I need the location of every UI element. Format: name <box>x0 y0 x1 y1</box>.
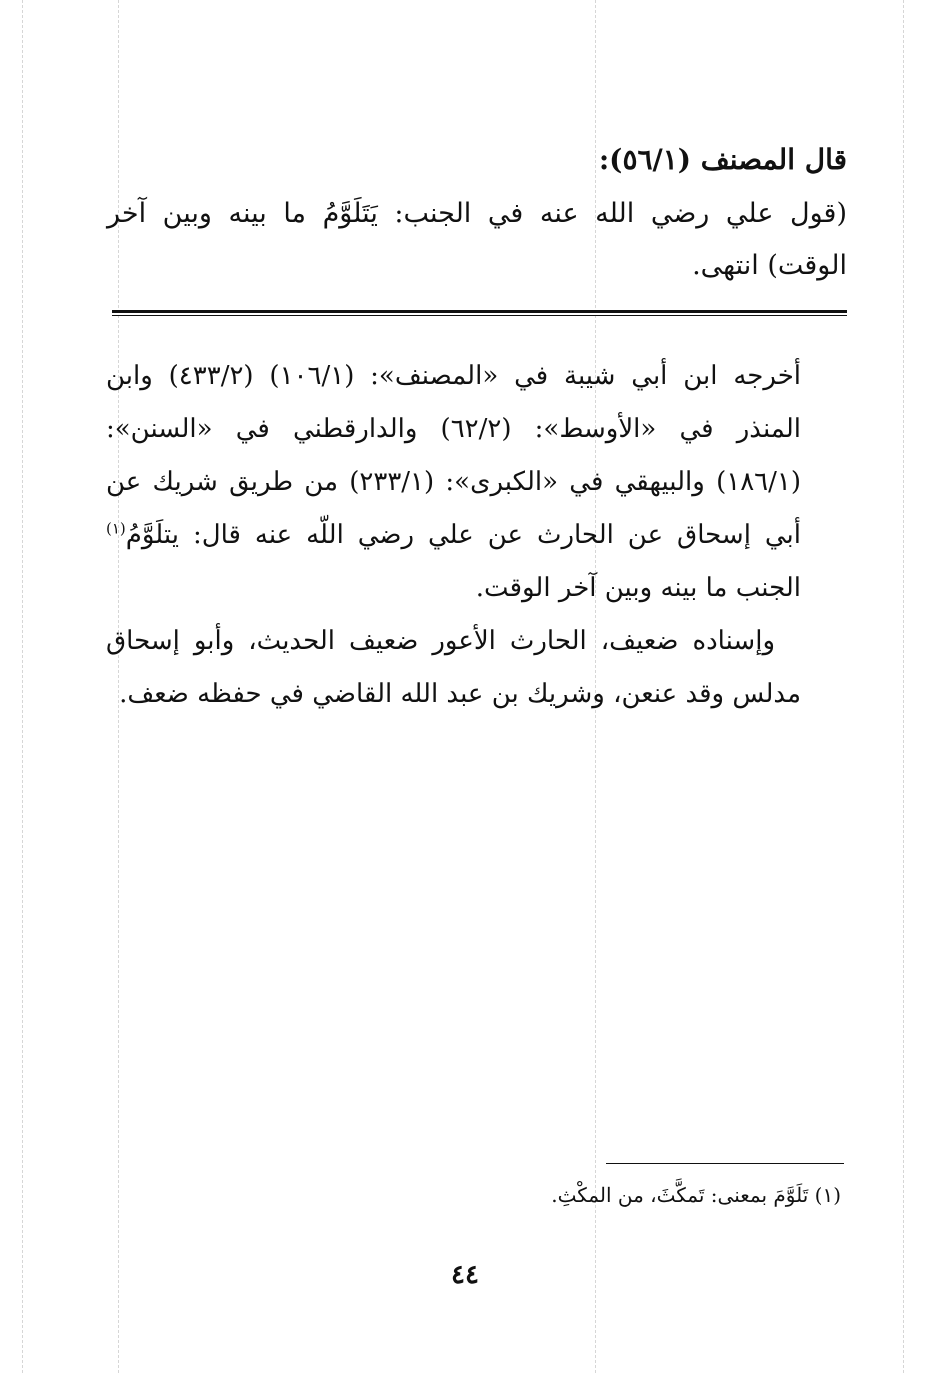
scan-guide-line <box>903 0 904 1373</box>
quoted-text: (قول علي رضي الله عنه في الجنب: يَتَلَوَّمُ ما بينه وبين آخر الوقت) انتهى. <box>107 198 847 281</box>
footnote: (١) تَلَوَّمَ بمعنى: تَمكَّثَ، من المكْثِ. <box>551 1183 841 1207</box>
paragraph-1-text-end: الجنب ما بينه وبين آخر الوقت. <box>475 573 801 603</box>
takhrij-paragraph-2: وإسناده ضعيف، الحارث الأعور ضعيف الحديث، وأبو إسحاق مدلس وقد عنعن، وشريك بن عبد الله القاضي في حفظه ضعف. <box>106 626 801 709</box>
scan-guide-line <box>22 0 23 1373</box>
takhrij-paragraph-1 <box>106 350 801 615</box>
takhrij-body <box>106 350 801 721</box>
page-number: ٤٤ <box>451 1260 479 1290</box>
footnote-separator <box>606 1163 844 1164</box>
paragraph-1-text: أخرجه ابن أبي شيبة في «المصنف»: (١٠٦/١) (٤٣٣/٢) وابن المنذر في «الأوسط»: (٦٢/٢) والدارقطني في «السنن»: (١٨٦/١) والبيهقي في «الكبرى»: (٢٣٣/١) من طريق شريك عن أبي إسحاق عن الحارث عن علي رضي اللّه عنه قال: يتلَوَّمُ <box>106 361 802 550</box>
footnote-reference[interactable]: (١) <box>106 519 126 538</box>
double-rule-divider <box>112 310 847 316</box>
section-heading: قال المصنف (٥٦/١): <box>598 143 847 176</box>
